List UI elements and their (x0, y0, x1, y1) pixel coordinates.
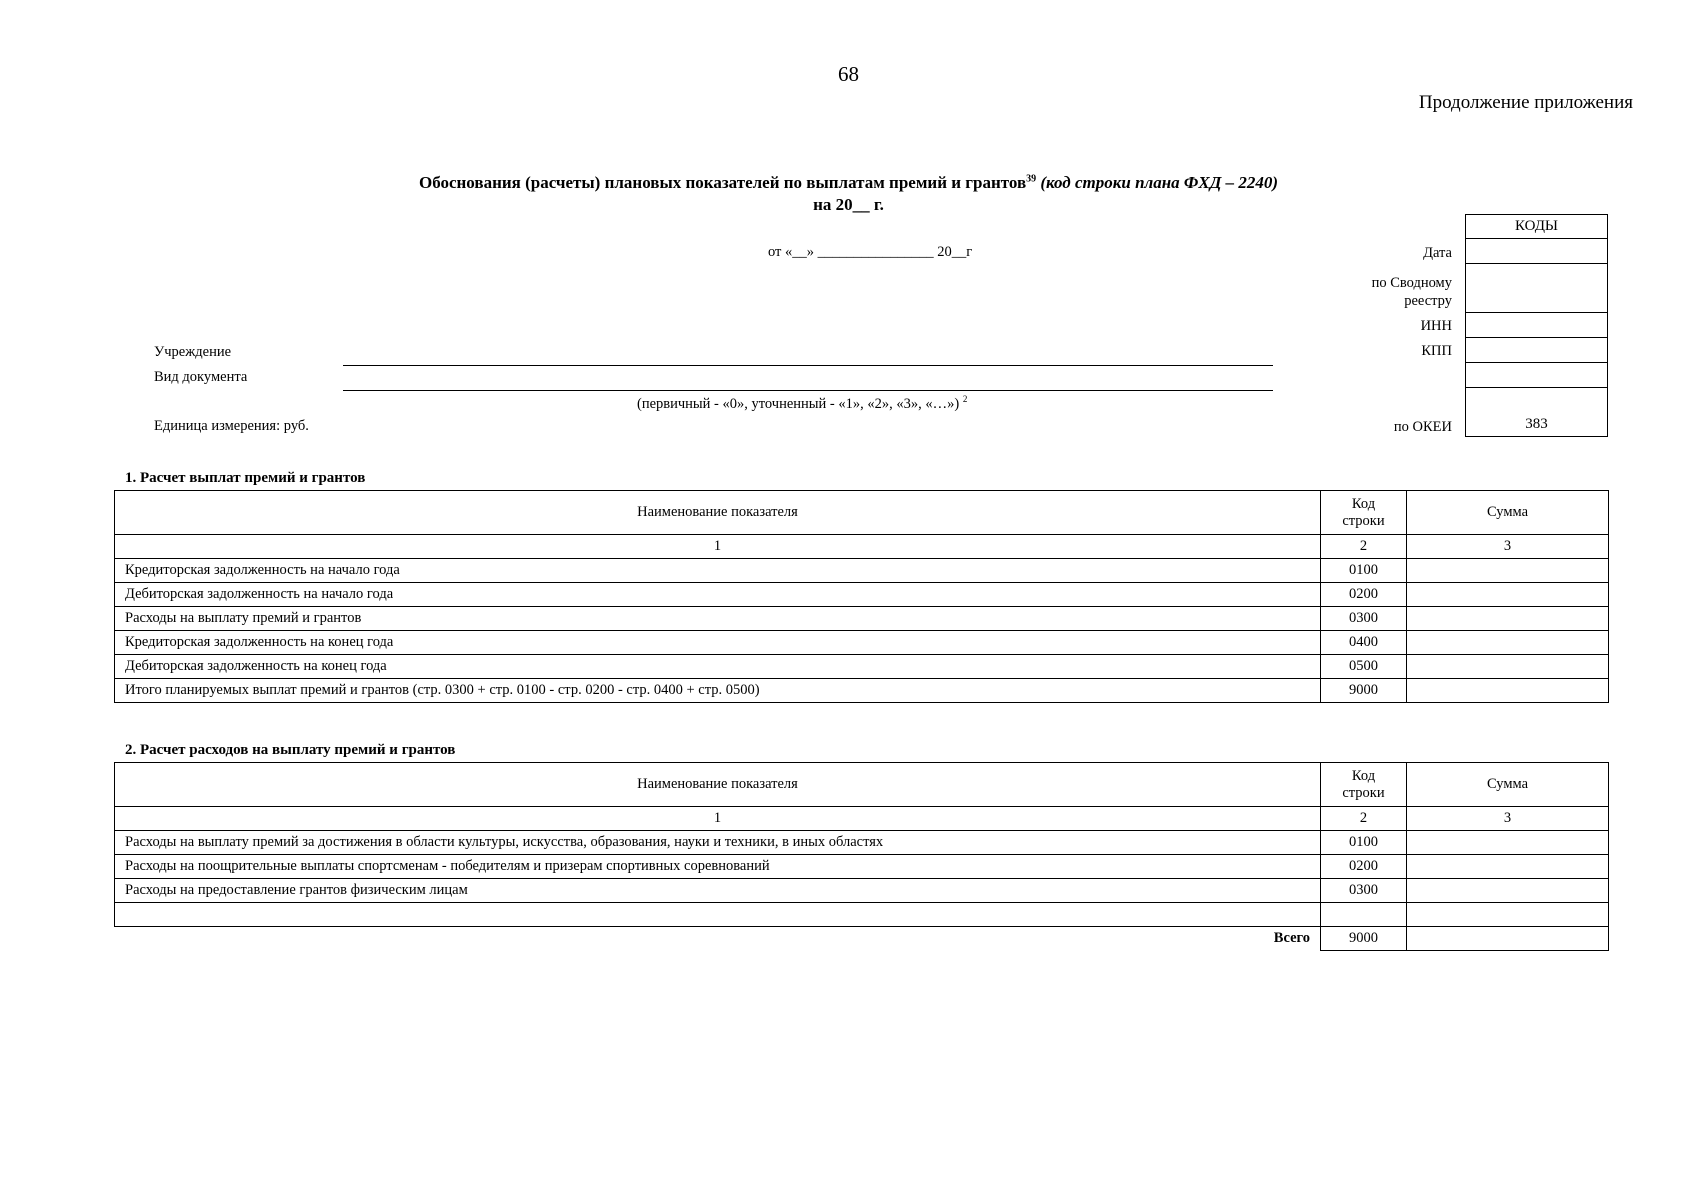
row-sum[interactable] (1407, 879, 1609, 903)
label-inn: ИНН (1420, 318, 1452, 334)
total-label: Всего (1273, 930, 1310, 947)
row-name: Расходы на выплату премий и грантов (115, 607, 1321, 631)
table-row (115, 607, 1609, 631)
section1-header-sum: Сумма (1407, 491, 1609, 535)
section2-table (114, 762, 1609, 951)
section2-header-code-1: Код (1351, 767, 1376, 784)
row-name: Кредиторская задолженность на начало года (115, 559, 1321, 583)
institution-field[interactable] (343, 365, 1273, 366)
row-sum[interactable] (1407, 583, 1609, 607)
section1-colnum-3: 3 (1407, 535, 1609, 559)
row-name: Дебиторская задолженность на конец года (115, 655, 1321, 679)
title-italic: (код строки плана ФХД – 2240) (1040, 173, 1279, 192)
row-code: 0400 (1321, 631, 1407, 655)
code-date[interactable] (1466, 239, 1608, 264)
code-okei[interactable]: 383 (1466, 388, 1608, 437)
code-kpp[interactable] (1466, 338, 1608, 363)
section2-header-code-2: строки (1342, 784, 1385, 801)
row-sum[interactable] (1407, 631, 1609, 655)
table-row (115, 831, 1609, 855)
doc-type-label: Вид документа (154, 369, 248, 385)
row-sum[interactable] (1407, 855, 1609, 879)
unit-label: Единица измерения: руб. (154, 418, 309, 434)
section2-header-code (1321, 763, 1407, 807)
row-sum[interactable] (1407, 607, 1609, 631)
section1-colnum-2: 2 (1321, 535, 1407, 559)
table-row (115, 655, 1609, 679)
row-code: 0200 (1321, 583, 1407, 607)
doc-type-hint (637, 394, 967, 413)
row-code: 0300 (1321, 607, 1407, 631)
row-code: 0100 (1321, 559, 1407, 583)
row-code[interactable] (1321, 903, 1407, 927)
total-code: 9000 (1321, 927, 1407, 951)
section2-colnum-1: 1 (115, 807, 1321, 831)
row-code: 0500 (1321, 655, 1407, 679)
table-row (115, 855, 1609, 879)
date-line: от «__» ________________ 20__г (768, 244, 973, 260)
section2-colnum-2: 2 (1321, 807, 1407, 831)
total-sum[interactable] (1407, 927, 1609, 951)
label-registry-1: по Сводному (1371, 275, 1452, 291)
label-kpp: КПП (1421, 343, 1452, 359)
row-code: 0200 (1321, 855, 1407, 879)
code-registry[interactable] (1466, 264, 1608, 313)
row-sum[interactable] (1407, 559, 1609, 583)
section1-table (114, 490, 1609, 703)
table-row (115, 903, 1609, 927)
table-row (115, 631, 1609, 655)
row-sum[interactable] (1407, 655, 1609, 679)
codes-table (1465, 214, 1608, 437)
section1-header-code (1321, 491, 1407, 535)
row-code: 9000 (1321, 679, 1407, 703)
row-name: Итого планируемых выплат премий и грантов (стр. 0300 + стр. 0100 - стр. 0200 - стр. 0400 + стр. 0500) (115, 679, 1321, 703)
section1-title: 1. Расчет выплат премий и грантов (125, 470, 366, 486)
codes-labels (1300, 0, 1452, 450)
row-code: 0300 (1321, 879, 1407, 903)
total-row (115, 927, 1609, 951)
table-row (115, 679, 1609, 703)
section1-header-code-2: строки (1342, 512, 1385, 529)
continuation-label: Продолжение приложения (1418, 92, 1633, 113)
row-sum[interactable] (1407, 831, 1609, 855)
codes-header: КОДЫ (1466, 215, 1608, 239)
title-main: Обоснования (расчеты) плановых показателей по выплатам премий и грантов (418, 173, 1027, 192)
page-number: 68 (838, 62, 859, 86)
table-row (115, 879, 1609, 903)
row-name: Кредиторская задолженность на конец года (115, 631, 1321, 655)
row-name: Дебиторская задолженность на начало года (115, 583, 1321, 607)
section2-title: 2. Расчет расходов на выплату премий и грантов (125, 742, 456, 758)
row-sum[interactable] (1407, 679, 1609, 703)
row-name[interactable] (115, 903, 1321, 927)
section2-colnum-3: 3 (1407, 807, 1609, 831)
doc-type-hint-text: (первичный - «0», уточненный - «1», «2», «3», «…») (637, 395, 960, 412)
title-year: на 20__ г. (813, 195, 884, 214)
doc-type-field[interactable] (343, 390, 1273, 391)
row-name: Расходы на выплату премий за достижения в области культуры, искусства, образования, науки и техники, в иных областях (115, 831, 1321, 855)
section2-header-name: Наименование показателя (115, 763, 1321, 807)
section1-header-name: Наименование показателя (115, 491, 1321, 535)
institution-label: Учреждение (154, 344, 232, 360)
section1-colnum-1: 1 (115, 535, 1321, 559)
label-okei: по ОКЕИ (1393, 419, 1452, 435)
row-code: 0100 (1321, 831, 1407, 855)
table-row (115, 583, 1609, 607)
code-doc-type[interactable] (1466, 363, 1608, 388)
label-registry-2: реестру (1404, 293, 1452, 309)
label-date: Дата (1423, 245, 1452, 261)
doc-type-hint-sup: 2 (962, 394, 968, 404)
row-sum[interactable] (1407, 903, 1609, 927)
title-footnote: 39 (1026, 173, 1037, 185)
row-name: Расходы на предоставление грантов физическим лицам (115, 879, 1321, 903)
table-row (115, 559, 1609, 583)
section1-header-code-1: Код (1351, 495, 1376, 512)
section2-header-sum: Сумма (1407, 763, 1609, 807)
code-inn[interactable] (1466, 313, 1608, 338)
row-name: Расходы на поощрительные выплаты спортсменам - победителям и призерам спортивных соревнований (115, 855, 1321, 879)
